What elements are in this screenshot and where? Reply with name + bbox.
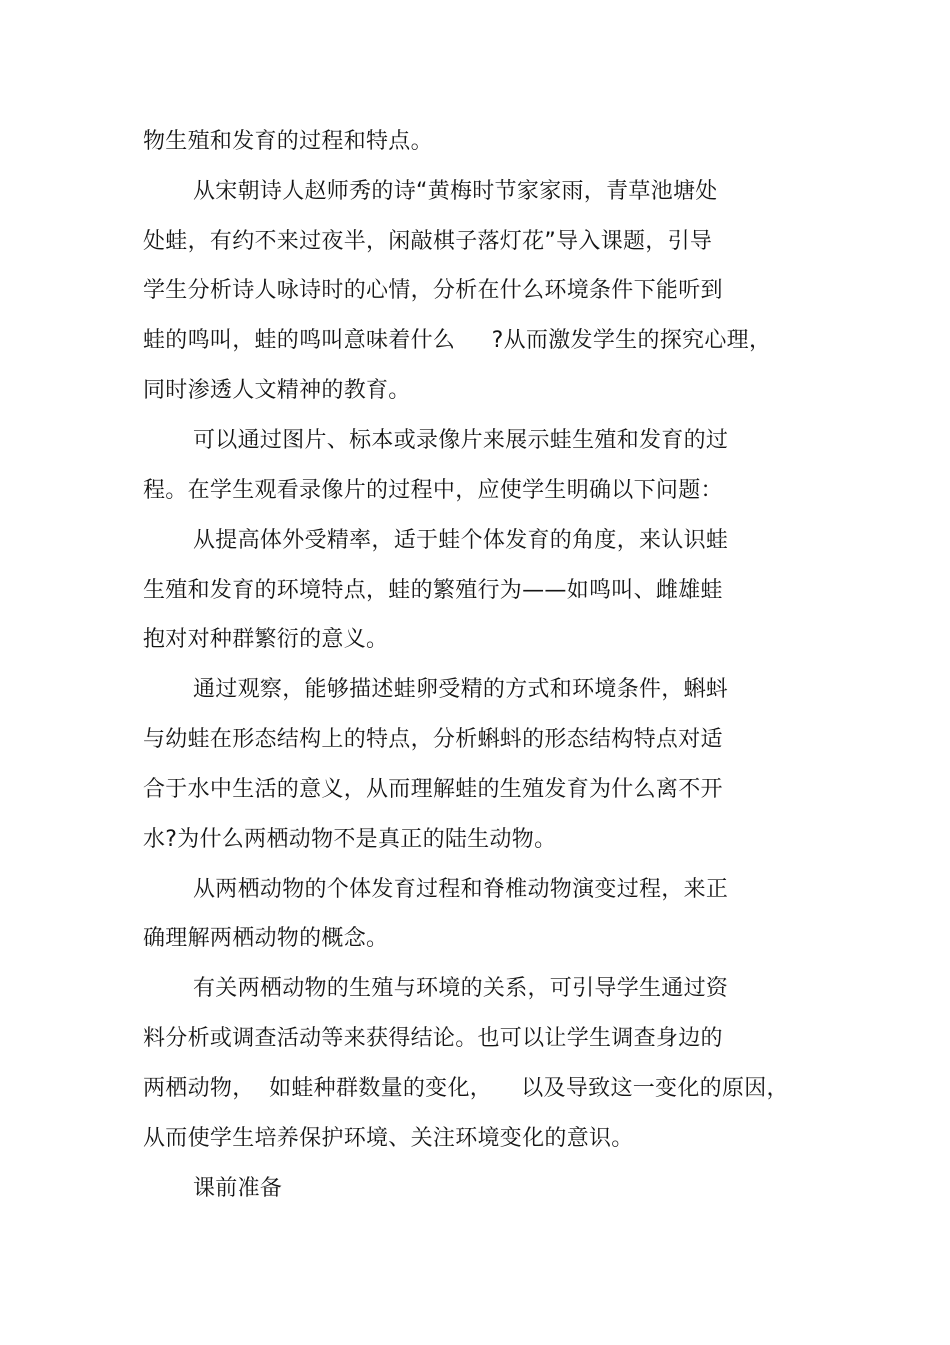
- text-line-3: 处蛙，有约不来过夜半，闲敲棋子落灯花”导入课题，引导: [143, 229, 713, 254]
- text-line-16: 从两栖动物的个体发育过程和脊椎动物演变过程，来正: [193, 877, 729, 902]
- text-line-12: 通过观察，能够描述蛙卵受精的方式和环境条件，蝌蚪: [193, 677, 729, 702]
- text-line-19: 料分析或调查活动等来获得结论。也可以让学生调查身边的: [143, 1026, 723, 1051]
- text-line-6: 同时渗透人文精神的教育。: [143, 378, 411, 403]
- text-line-13: 与幼蛙在形态结构上的特点，分析蝌蚪的形态结构特点对适: [143, 727, 723, 752]
- text-line-8: 程。在学生观看录像片的过程中，应使学生明确以下问题：: [143, 478, 723, 503]
- text-line-22: 课前准备: [193, 1176, 283, 1201]
- text-line-2: 从宋朝诗人赵师秀的诗“黄梅时节家家雨，青草池塘处: [193, 179, 718, 204]
- text-line-21: 从而使学生培养保护环境、关注环境变化的意识。: [143, 1126, 634, 1151]
- text-line-5: 蛙的鸣叫，蛙的鸣叫意味着什么 ?从而激发学生的探究心理，: [143, 328, 772, 353]
- text-line-17: 确理解两栖动物的概念。: [143, 926, 389, 951]
- text-line-20: 两栖动物， 如蛙种群数量的变化， 以及导致这一变化的原因，: [143, 1076, 789, 1101]
- text-line-10: 生殖和发育的环境特点，蛙的繁殖行为——如鸣叫、雌雄蛙: [143, 578, 723, 603]
- text-line-7: 可以通过图片、标本或录像片来展示蛙生殖和发育的过: [193, 428, 729, 453]
- text-line-1: 物生殖和发育的过程和特点。: [143, 129, 433, 154]
- text-line-9: 从提高体外受精率，适于蛙个体发育的角度，来认识蛙: [193, 528, 729, 553]
- text-line-14: 合于水中生活的意义，从而理解蛙的生殖发育为什么离不开: [143, 777, 723, 802]
- text-line-15: 水?为什么两栖动物不是真正的陆生动物。: [143, 827, 557, 852]
- text-line-4: 学生分析诗人咏诗时的心情，分析在什么环境条件下能听到: [143, 278, 723, 303]
- text-line-11: 抱对对种群繁衍的意义。: [143, 627, 389, 652]
- text-line-18: 有关两栖动物的生殖与环境的关系，可引导学生通过资: [193, 976, 729, 1001]
